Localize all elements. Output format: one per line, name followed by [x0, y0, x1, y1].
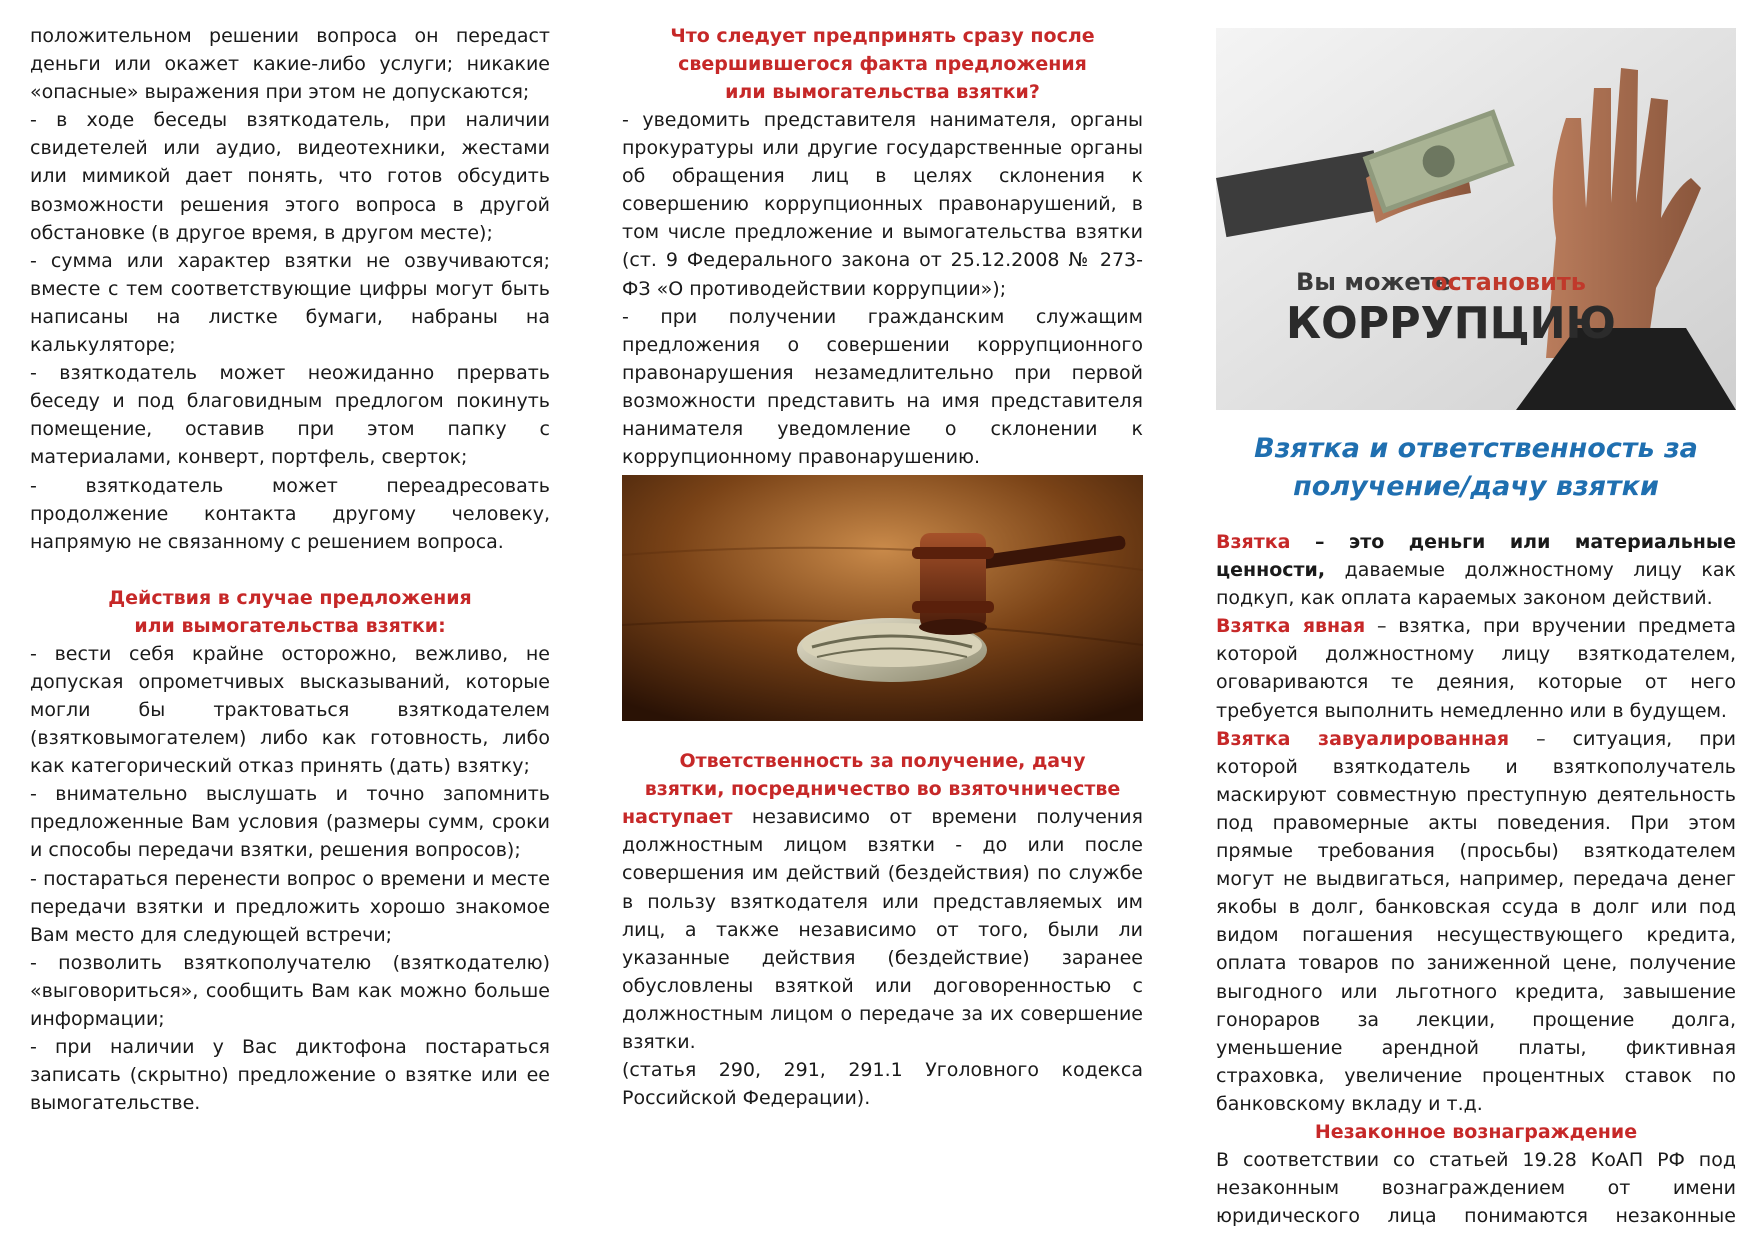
gavel-on-money-image [622, 475, 1143, 721]
paragraph: наступает независимо от времени получения должностным лицом взятки - до или после совершения им действий (бездействия) по службе в пользу взяткодателя или представляемых им лиц, а также независимо от того, были ли указанные действия (бездействие) заранее обусловлены взяткой или договоренностью с должностным лицом о передаче за их совершение взятки. [622, 806, 1143, 1053]
highlight-term: наступает [622, 806, 733, 829]
poster-caption-line1b: остановить [1431, 268, 1586, 296]
poster-caption-line2: КОРРУПЦИЮ [1286, 298, 1616, 349]
section-heading-actions: Действия в случае предложения или вымогательства взятки: [108, 586, 472, 637]
list-item: - взяткодатель может неожиданно прервать беседу и под благовидным предлогом покинуть помещение, оставив при этом папку с материалами, конверт, портфель, сверток; [30, 362, 550, 469]
column-right [1216, 22, 1736, 1230]
legal-reference: (статья 290, 291, 291.1 Уголовного кодекса Российской Федерации). [622, 1059, 1143, 1110]
section-heading-illegal-reward: Незаконное вознаграждение [1314, 1120, 1638, 1143]
list-item: - сумма или характер взятки не озвучиваются; вместе с тем соответствующие цифры могут быть написаны на листке бумаги, набраны на калькуляторе; [30, 249, 550, 357]
list-item: - в ходе беседы взяткодатель, при наличии свидетелей или аудио, видеотехники, жестами или мимикой дает понять, что готов обсудить возможности решения этого вопроса в другой обстановке (в другое время, в другом месте); [30, 109, 550, 244]
definition-veiled-bribe: Взятка завуалированная – ситуация, при которой взяткодатель и взяткополучатель маскируют совместную преступную деятельность под правомерные акты поведения. При этом прямые требования (просьбы) взяткодателем могут не выдвигаться, например, передача денег якобы в долг, банковская ссуда в долг или под видом погашения несуществующего кредита, оплата товаров по заниженной цене, получение выгодного или льготного кредита, завышение гонораров за лекции, прощение долга, уменьшение арендной платы, фиктивная страховка, увеличение процентных ставок по банковскому вкладу и т.д. [1216, 727, 1736, 1115]
definition-term: Взятка явная [1216, 615, 1366, 638]
column-middle [622, 22, 1143, 1112]
list-item: - вести себя крайне осторожно, вежливо, не допуская опрометчивых высказываний, которые могли бы трактоваться взяткодателем (взятковымогателем) либо как готовность, либо как категорический отказ принять (дать) взятку; [30, 642, 550, 778]
brochure-title: Взятка и ответственность за получение/дачу взятки [1254, 433, 1698, 502]
column-left [30, 22, 550, 1117]
anti-corruption-poster [1216, 28, 1736, 410]
definition-term: Взятка [1216, 531, 1291, 553]
paragraph: В соответствии со статьей 19.28 КоАП РФ под незаконным вознаграждением от имени юридического лица понимаются незаконные [1216, 1148, 1736, 1228]
poster-caption-line1a: Вы можете [1296, 268, 1451, 296]
list-item: - постараться перенести вопрос о времени и месте передачи взятки и предложить хорошо знакомое Вам место для следующей встречи; [30, 867, 550, 946]
paragraph: положительном решении вопроса он передаст деньги или окажет какие-либо услуги; никакие «опасные» выражения при этом не допускаются; [30, 25, 550, 104]
list-item: - взяткодатель может переадресовать продолжение контакта другому человеку, напрямую не связанному с решением вопроса. [30, 474, 550, 553]
list-item: - при получении гражданским служащим предложения о совершении коррупционного правонарушения незамедлительно при первой возможности представить на имя представителя нанимателя уведомление о склонении к коррупционному правонарушению. [622, 305, 1143, 469]
definition-bribe: Взятка – это деньги или материальные ценности, даваемые должностному лицу как подкуп, как оплата караемых законом действий. [1216, 531, 1736, 610]
list-item: - позволить взяткополучателю (взяткодателю) «выговориться», сообщить Вам как можно больше информации; [30, 951, 550, 1030]
list-item: - уведомить представителя нанимателя, органы прокуратуры или другие государственные органы об обращения лиц в целях склонения к совершению коррупционных правонарушений, в том числе предложение и вымогательства взятки (ст. 9 Федерального закона от 25.12.2008 № 273-ФЗ «О противодействии коррупции»); [622, 109, 1143, 300]
definition-term: Взятка завуалированная [1216, 727, 1510, 750]
section-heading-what-to-do: Что следует предпринять сразу после свершившегося факта предложения или вымогательства взятки? [670, 25, 1095, 103]
list-item: - при наличии у Вас диктофона постараться записать (скрытно) предложение о взятке или ее вымогательстве. [30, 1036, 550, 1115]
section-heading-responsibility: Ответственность за получение, дачу взятки, посредничество во взяточничестве [644, 750, 1121, 801]
list-item: - внимательно выслушать и точно запомнить предложенные Вам условия (размеры сумм, сроки и способы передачи взятки, решения вопросов); [30, 783, 550, 862]
definition-explicit-bribe: Взятка явная – взятка, при вручении предмета которой должностному лицу взяткодателем, оговариваются те деяния, которые от него требуется выполнить немедленно или в будущем. [1216, 615, 1736, 722]
